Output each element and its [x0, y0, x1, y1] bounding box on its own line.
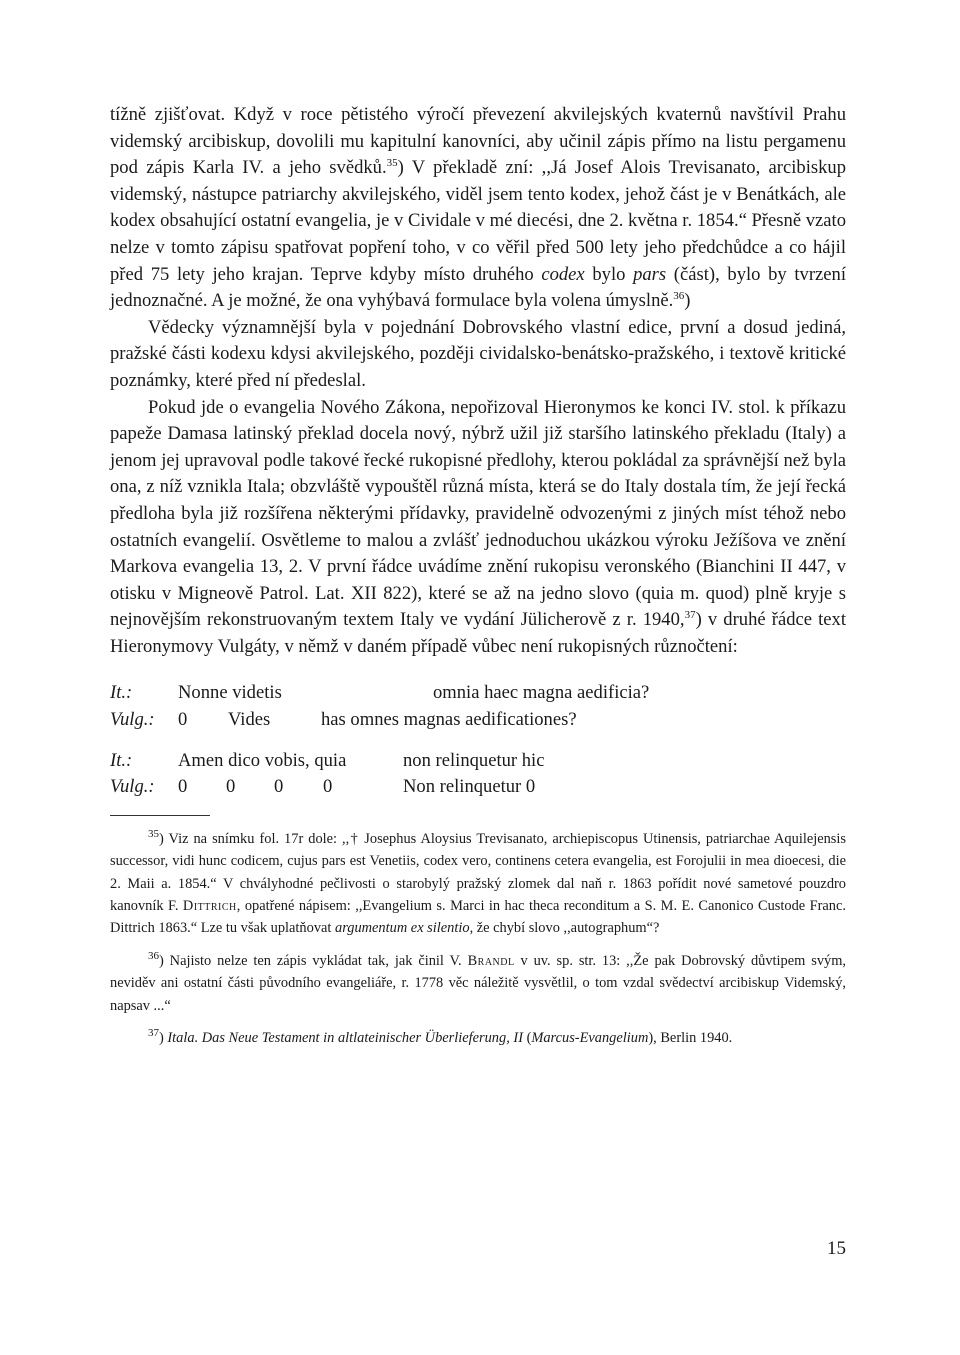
collation-cell: 0 — [178, 709, 188, 731]
collation-row — [110, 707, 846, 734]
text-run: v uv. sp. str. 13: ,,Že pak Dobrovský důvtipem svým, neviděv ani ostatní části původního evangeliáře, r. 1778 věc náležitě vysvětlil, o tom vzdal svědectví arcibiskup Videmský, napsav ...“ — [110, 952, 847, 1014]
paragraph — [110, 102, 846, 315]
footnote-ref: 37 — [684, 609, 696, 622]
footnote-ref: 36 — [148, 950, 159, 963]
text-run: ) Viz na snímku fol. 17r dole: ,,† Josephus Aloysius Trevisanato, archiepiscopus Utinensis, patriarchae Aquilejensis successor, vidi hunc codicem, cujus pars est Venetiis, codex vero, continens cetera evangelia, est Forojulii in mea dioecesi, die 2. Maii a. 1854.“ V chvályhodné pečlivosti o starobylý pražský zlomek dal naň r. 1863 pořídit nové sametové pouzdro kanovník F. — [110, 830, 846, 915]
collation-cell: 0 — [226, 776, 236, 798]
collation-cell: Amen dico vobis, quia — [178, 749, 347, 771]
text-run: ) v druhé řádce text Hieronymovy Vulgáty, v němž v daném případě vůbec není rukopisných různočtení: — [110, 609, 847, 657]
paragraph — [110, 315, 846, 395]
italic-text: codex — [541, 263, 585, 285]
collation-label: Vulg.: — [110, 776, 155, 798]
italic-text: argumentum ex silentio — [335, 920, 470, 937]
footnote — [110, 828, 846, 940]
text-run: Pokud jde o evangelia Nového Zákona, nepořizoval Hieronymos ke konci IV. stol. k příkazu papeže Damasa latinský překlad docela nový, nýbrž užil již staršího latinského překladu (Italy) a jenom jej upravoval podle takové řecké rukopisné předlohy, kterou pokládal za správnější než byla ona, z níž vznikla Itala; obzvláště vypouštěl různá místa, která se do Italy dostala tím, že její řecká předloha byla již rozšířena některými přídavky, pravidelně odvozenými z jiných míst téhož nebo ostatních evangelií. Osvětleme to malou a zvlášť jednoduchou ukázkou výroku Ježíšova ve znění Markova evangelia 13, 2. V první řádce uvádíme znění rukopisu veronského (Bianchini II 447, v otisku v Migneově Patrol. Lat. XII 822), které se až na jedno slovo (quia m. quod) plně kryje s nejnovějším rekonstruovaným textem Italy ve vydání Jülicherově z r. 1940, — [110, 396, 846, 631]
footnote-divider — [110, 815, 210, 816]
footnote — [110, 950, 846, 1017]
collation-cell: 0 — [178, 776, 188, 798]
footnotes — [110, 828, 846, 1050]
collation-label: It.: — [110, 682, 133, 704]
collation-row — [110, 680, 846, 707]
footnote-ref: 35 — [386, 157, 398, 169]
collation-cell: 0 — [274, 776, 284, 798]
text-run: , že chybí slovo ,,autographum“? — [469, 920, 660, 937]
collation-table — [110, 680, 846, 800]
text-run: , opatřené nápisem: ,,Evangelium s. Marci in hac theca reconditum a S. M. E. Canonico Custode Franc. Dittrich 1863.“ Lze tu však uplatňovat — [110, 898, 846, 937]
text-run: ( — [522, 1030, 532, 1047]
page-content — [110, 102, 846, 1060]
footnote-ref: 36 — [673, 289, 685, 302]
text-run: tížně zjišťovat. Když v roce pětistého výročí převezení akvilejských kvaternů navštívil Prahu videmský arcibiskup, dovolili mu kapitulní kanovníci, aby učinil zápis přímo na listu pergamenu pod zápis Karla IV. a jeho svědků. — [110, 104, 846, 179]
italic-text: Itala. Das Neue Testament in altlateinischer Überlieferung, II — [167, 1030, 523, 1047]
text-run: ) V překladě zní: ,,Já Josef Alois Trevisanato, arcibiskup videmský, nástupce patriarchy akvilejského, viděl jsem tento kodex, jehož část je v Benátkách, ale kodex obsahující ostatní evangelia, je v Cividale v mé diecési, dne 2. května r. 1854.“ Přesně vzato nelze v tomto zápisu spatřovat popření toho, v co věřil před 500 lety jeho předchůdce a co hájil před 75 lety jeho krajan. Teprve kdyby místo druhého — [110, 157, 846, 285]
small-caps-name: Brandl — [467, 952, 515, 969]
text-run: ), Berlin 1940. — [648, 1030, 733, 1047]
footnote-ref: 35 — [148, 828, 159, 841]
text-run: ) — [684, 290, 691, 312]
footnote — [110, 1027, 846, 1049]
collation-cell: 0 — [323, 776, 333, 798]
footnote-ref: 37 — [148, 1027, 159, 1040]
collation-group — [110, 680, 846, 733]
text-run: (část), bylo by tvrzení jednoznačné. A je možné, že ona vyhýbavá formulace byla volena úmyslně. — [110, 263, 846, 312]
collation-group — [110, 748, 846, 801]
page-number: 15 — [827, 1238, 846, 1259]
collation-label: It.: — [110, 749, 133, 771]
text-run: bylo — [584, 263, 634, 285]
main-text — [110, 102, 846, 660]
paragraph — [110, 395, 846, 661]
collation-row — [110, 748, 846, 775]
collation-cell: has omnes magnas aedificationes? — [321, 709, 577, 731]
collation-cell: Non relinquetur 0 — [403, 776, 536, 798]
italic-text: Marcus-Evangelium — [531, 1030, 649, 1047]
small-caps-name: Dittrich — [182, 898, 237, 915]
text-run: ) — [159, 1030, 168, 1047]
collation-label: Vulg.: — [110, 709, 155, 731]
collation-cell: Vides — [228, 709, 271, 731]
text-run: ) Najisto nelze ten zápis vykládat tak, jak činil V. — [159, 952, 468, 969]
text-run: Vědecky významnější byla v pojednání Dobrovského vlastní edice, první a dosud jediná, pražské části kodexu kdysi akvilejského, později cividalsko-benátsko-pražského, i textově kritické poznámky, které před ní předeslal. — [110, 316, 846, 391]
collation-row — [110, 774, 846, 801]
italic-text: pars — [633, 263, 667, 285]
collation-cell: omnia haec magna aedificia? — [433, 682, 650, 704]
collation-cell: Nonne videtis — [178, 682, 282, 704]
collation-cell: non relinquetur hic — [403, 749, 545, 771]
